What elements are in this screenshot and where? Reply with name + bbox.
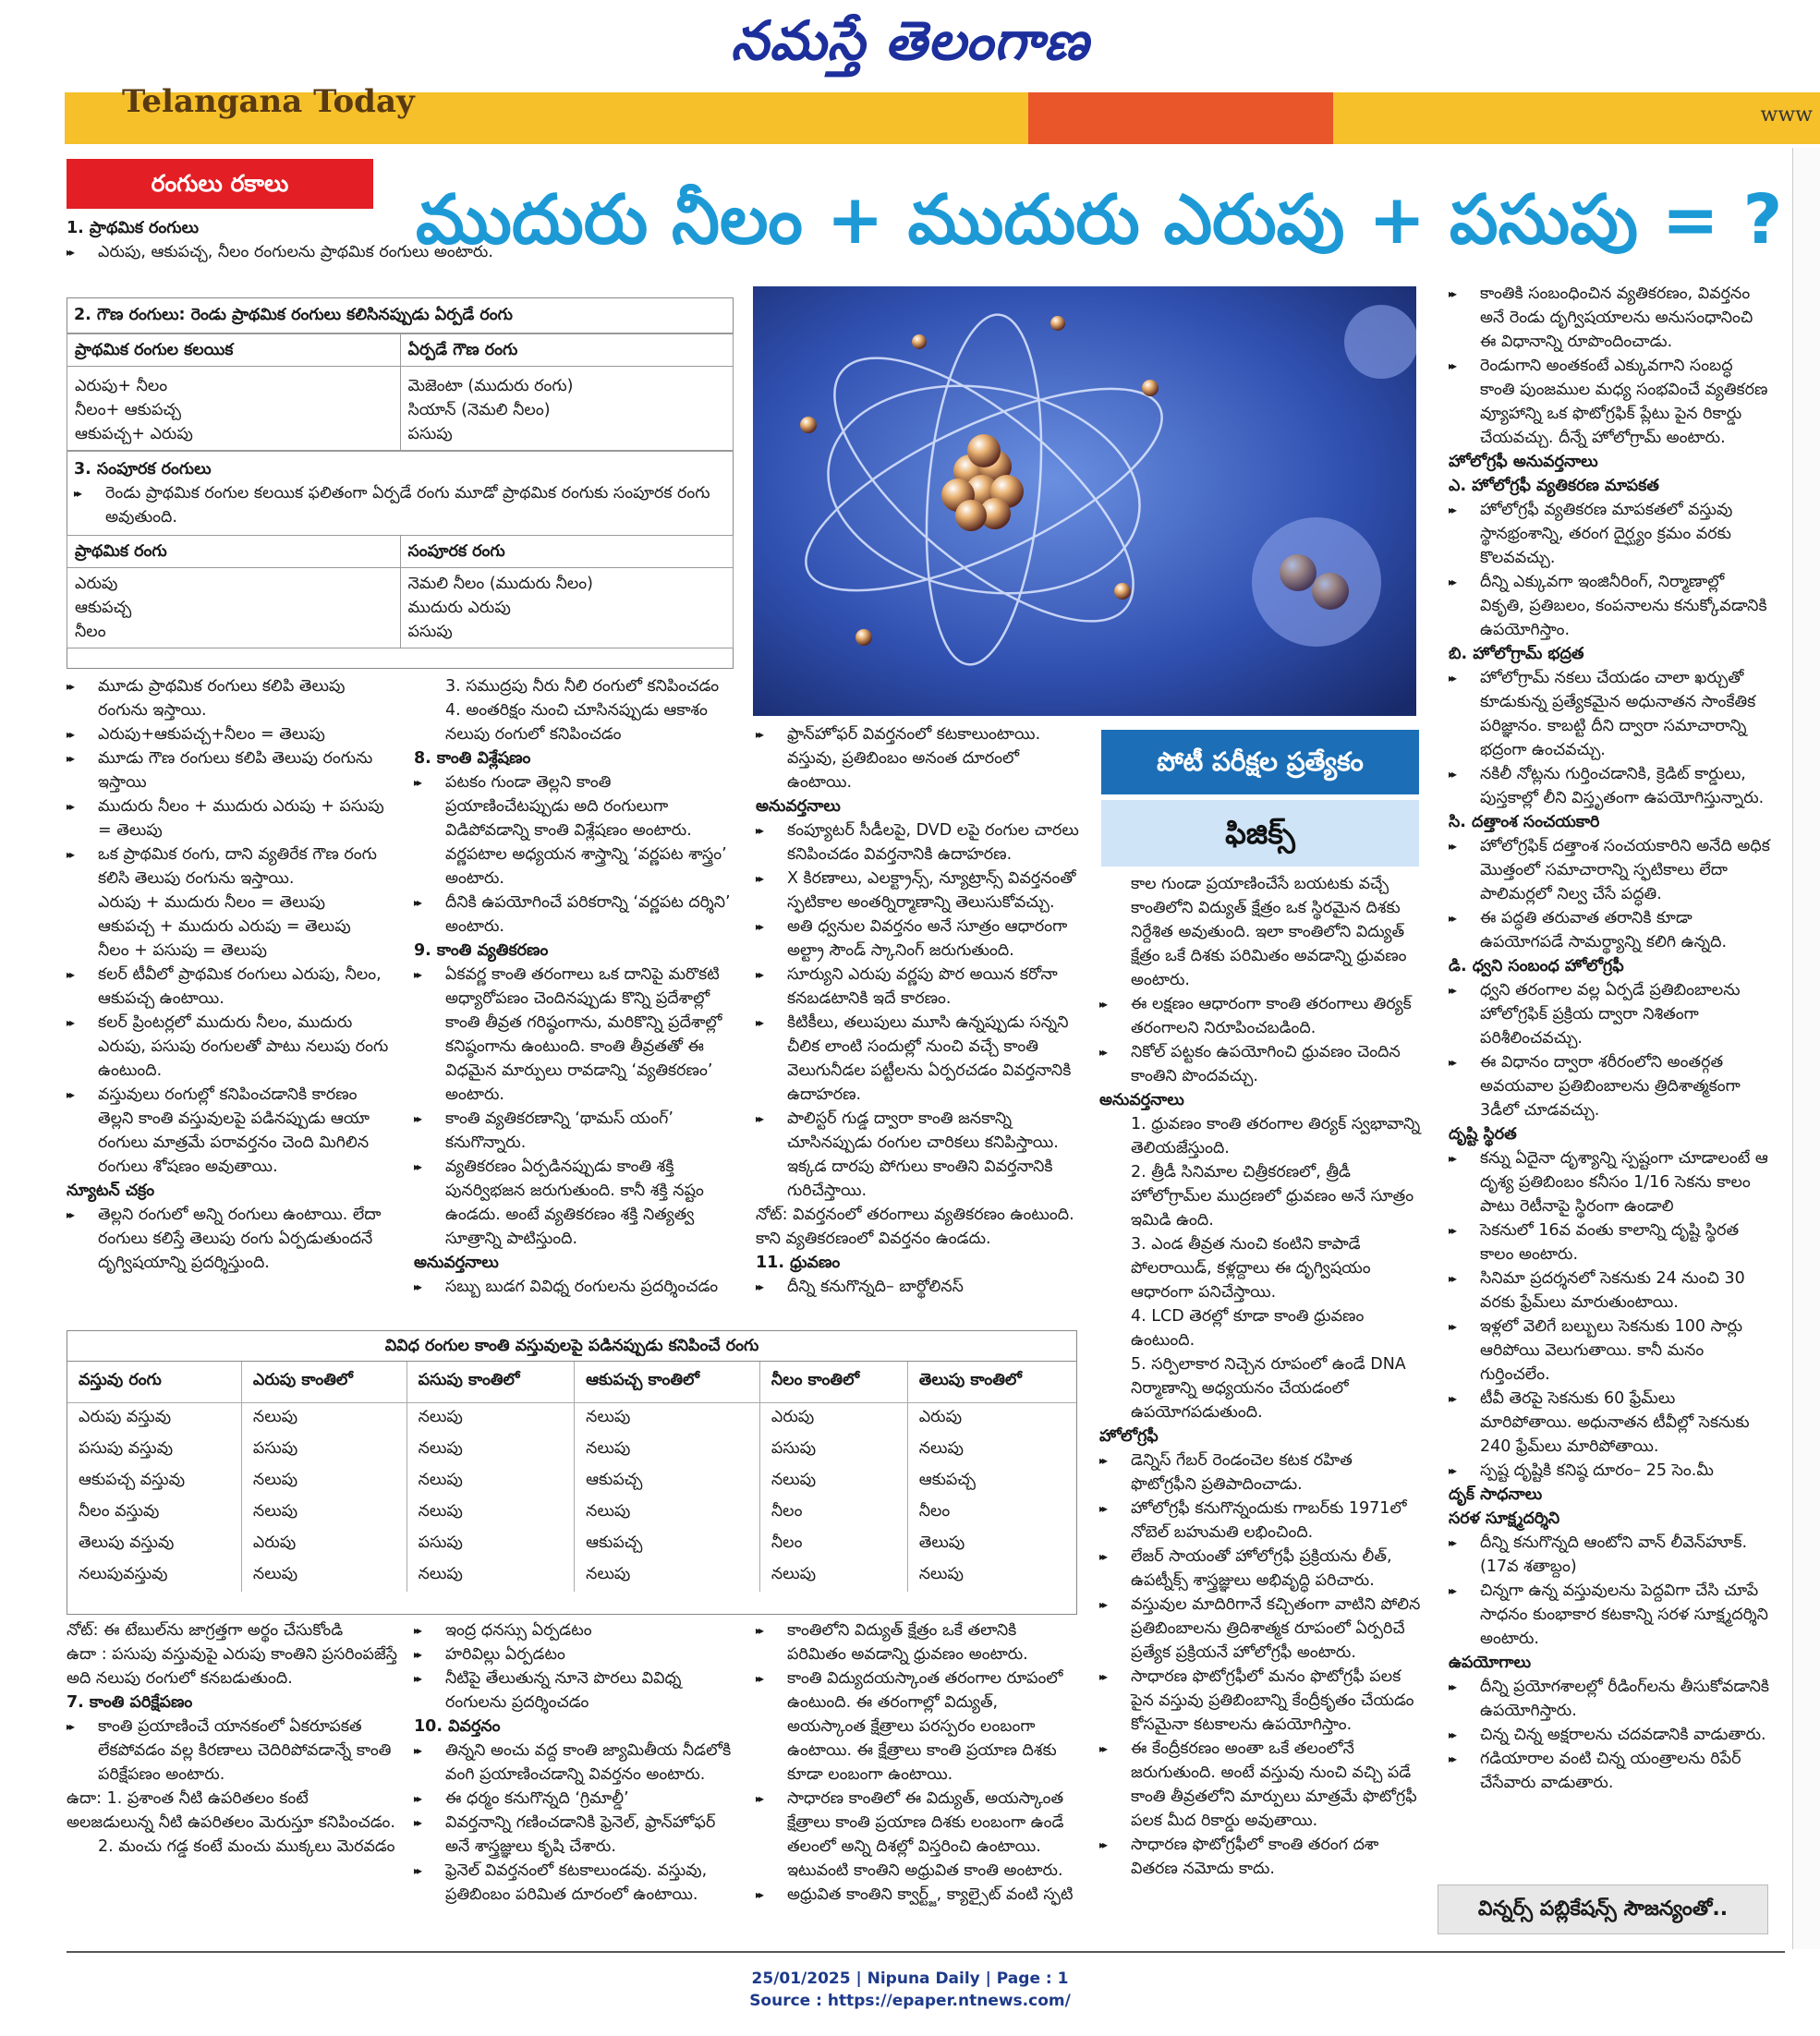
- subsection-heading: అనువర్తనాలు: [1099, 1091, 1184, 1109]
- paragraph: కాల గుండా ప్రయాణించేసే బయటకు వచ్చే కాంతిలోని విద్యుత్ క్షేత్రం ఒక స్థిరమైన దిశకు నిర్దేశిత అవుతుంది. ఇలా కాంతిలోని విద్యుత్ క్షేత్రం ఒకే దిశకు పరిమితం అవడాన్ని ధ్రువణం అంటారు.: [1131, 875, 1407, 989]
- footer-date: 25/01/2025 | Nipuna Daily | Page : 1: [751, 1969, 1069, 1988]
- bullet-point: ▸▸ వివర్తనాన్ని గణించడానికి ఫ్రెనెల్, ఫ్రాన్‌హోఫర్ అనే శాస్త్రజ్ఞులు కృషి చేశారు.: [414, 1811, 737, 1859]
- subsection-heading: 10. వివర్తనం: [414, 1717, 501, 1736]
- bullet-point: ▸▸ నికోల్ పట్టకం ఉపయోగించి ధ్రువణం చెందిన కాంతిని పొందవచ్చు.: [1099, 1040, 1423, 1088]
- table-cell: నలుపు: [918, 1439, 964, 1458]
- bullet-point: ▸▸ ఈ కేంద్రీకరణం అంతా ఒకే తలంలోనే జరుగుతుంది. అంటే వస్తువు నుంచి వచ్చి పడే కాంతి తీవ్రతలోని మార్పులు మాత్రమే ఫొటోగ్రఫీ పలక మీద రికార్డు అవుతాయి.: [1099, 1737, 1423, 1833]
- table-row: [67, 1560, 1076, 1592]
- table-row: [67, 1466, 1076, 1497]
- paragraph: ఎరుపు + ముదురు నీలం = తెలుపు: [98, 893, 325, 912]
- table-cell: ఎరుపు: [918, 1408, 963, 1426]
- bullet-point: ▸▸ హోలోగ్రామ్ నకలు చేయడం చాలా ఖర్చుతో కూడుకున్న ప్రత్యేకమైన అధునాతన సాంకేతిక పరిజ్ఞానం. కాబట్టి దీని ద్వారా సమాచారాన్ని భద్రంగా ఉంచవచ్చు.: [1449, 666, 1772, 762]
- bullet-point: ▸▸ వస్తువుల మాదిరిగానే కచ్చితంగా వాటిని పోలిన ప్రతిబింబాలను త్రిదిశాత్మక రూపంలో ఏర్పరిచే ప్రత్యేక ప్రక్రియనే హోలోగ్రఫీ అంటారు.: [1099, 1593, 1423, 1665]
- banner-center-block: [1028, 92, 1333, 144]
- list-item: ఎరుపు+ నీలం: [75, 377, 168, 395]
- secondary-colors-section: [67, 297, 734, 648]
- table-cell: నలుపు: [575, 1435, 760, 1466]
- paragraph: 2. మంచు గడ్డ కంటే మంచు ముక్కలు మెరవడం: [98, 1837, 395, 1856]
- list-item: పసుపు: [407, 425, 453, 443]
- paragraph: 5. సర్పిలాకార నిచ్చెన రూపంలో ఉండే DNA నిర్మాణాన్ని అధ్యయనం చేయడంలో ఉపయోగపడుతుంది.: [1131, 1355, 1406, 1422]
- subsection-heading: ఎ. హోలోగ్రఫీ వ్యతికరణ మాపకత: [1449, 477, 1659, 495]
- table-cell: నలుపు: [575, 1497, 760, 1529]
- bullet-point: ▸▸ ముదురు నీలం + ముదురు ఎరుపు + పసుపు = తెలుపు: [67, 794, 390, 842]
- subsection-heading: అనువర్తనాలు: [756, 797, 841, 816]
- table-cell: ఆకుపచ్చ: [575, 1466, 760, 1497]
- primary-colors-text: ▸▸ ఎరుపు, ఆకుపచ్చ, నీలం రంగులను ప్రాథమిక రంగులు అంటారు.: [67, 240, 732, 264]
- table-row: [67, 1435, 1076, 1466]
- table-header: నీలం కాంతిలో: [759, 1362, 907, 1403]
- bullet-point: ▸▸ గడియారాల వంటి చిన్న యంత్రాలను రిపేర్ చేసేవారు వాడుతారు.: [1449, 1747, 1772, 1795]
- paragraph: 3. ఎండ తీవ్రత నుంచి కంటిని కాపాడే పోలరాయిడ్, కళ్లద్దాలు ఈ దృగ్విషయం ఆధారంగా పనిచేస్తాయి.: [1131, 1235, 1371, 1302]
- list-item: నీలం: [75, 623, 106, 641]
- table-cell: నలుపు: [406, 1497, 575, 1529]
- table-cell: ఎరుపు: [241, 1529, 406, 1560]
- bullet-point: ▸▸ పటకం గుండా తెల్లని కాంతి ప్రయాణించేటప్పుడు అది రంగులుగా విడిపోవడాన్ని కాంతి విశ్లేషణం అంటారు. వర్ణపటాల అధ్యయన శాస్త్రాన్ని ‘వర్ణపట శాస్త్రం’ అంటారు.: [414, 770, 734, 891]
- paragraph: ఆకుపచ్చ + ముదురు ఎరుపు = తెలుపు: [98, 917, 351, 936]
- footer-divider: [67, 1951, 1785, 1953]
- subsection-heading: 7. కాంతి పరిక్షేపణం: [67, 1693, 193, 1712]
- bullet-point: ▸▸ చిన్న చిన్న అక్షరాలను చదవడానికి వాడుతారు.: [1449, 1723, 1772, 1747]
- bullet-point: ▸▸ రెండుగాని అంతకంటే ఎక్కువగాని సంబద్ధ కాంతి పుంజముల మధ్య సంభవించే వ్యతికరణ వ్యూహాన్ని ఒక ఫొటోగ్రఫిక్ ప్లేటు పైన రికార్డు చేయవచ్చు. దీన్నే హోలోగ్రామ్ అంటారు.: [1449, 354, 1772, 450]
- bullet-point: ▸▸ కన్ను ఏదైనా దృశ్యాన్ని స్పష్టంగా చూడాలంటే ఆ దృశ్య ప్రతిబింబం కనీసం 1/16 సెకను కాలం పాటు రెటీనాపై స్థిరంగా ఉండాలి: [1449, 1146, 1772, 1218]
- light-color-grid: [67, 1362, 1076, 1592]
- table-cell: పసుపు: [241, 1435, 406, 1466]
- subsection-heading: 11. ధ్రువణం: [756, 1254, 841, 1272]
- table-cell: [67, 568, 401, 648]
- table-cell: తెలుపు వస్తువు: [67, 1529, 241, 1560]
- bullet-point: ▸▸ ఒక ప్రాథమిక రంగు, దాని వ్యతిరేక గౌణ రంగు కలిసి తెలుపు రంగును ఇస్తాయి.: [67, 842, 390, 891]
- subsection-heading: న్యూటన్ చక్రం: [67, 1182, 155, 1200]
- bullet-point: ▸▸ డెన్నిస్ గేబర్ రెండంచెల కటక రహిత ఫొటోగ్రఫీని ప్రతిపాదించాడు.: [1099, 1448, 1423, 1497]
- banner-logo-text: Telangana Today: [122, 83, 415, 120]
- subsection-heading: డి. ధ్వని సంబంధ హోలోగ్రఫీ: [1449, 957, 1624, 976]
- secondary-colors-table: [67, 333, 734, 451]
- bullet-point: ▸▸ కలర్ టీవీలో ప్రాథమిక రంగులు ఎరుపు, నీలం, ఆకుపచ్చ ఉంటాయి.: [67, 963, 390, 1011]
- bullet-point: ▸▸ ఫ్రెనెల్ వివర్తనంలో కటకాలుండవు. వస్తువు, ప్రతిబింబం పరిమిత దూరంలో ఉంటాయి.: [414, 1859, 737, 1907]
- bullet-point: ▸▸ హోలోగ్రఫీ వ్యతికరణ మాపకతలో వస్తువు స్థానభ్రంశాన్ని, తరంగ దైర్ఘ్యం క్రమం వరకు కొలవవచ్చు.: [1449, 498, 1772, 570]
- bullet-point: ▸▸ కాంతి విద్యుదయస్కాంత తరంగాల రూపంలో ఉంటుంది. ఈ తరంగాల్లో విద్యుత్, అయస్కాంత క్షేత్రాలు పరస్పరం లంబంగా ఉంటాయి. ఈ క్షేత్రాలు కాంతి ప్రయాణ దిశకు కూడా లంబంగా ఉంటాయి.: [756, 1666, 1079, 1787]
- color-light-table: [67, 1330, 1077, 1615]
- list-item: ఆకుపచ్చ: [75, 599, 132, 617]
- bullet-point: ▸▸ దీన్ని కనుగొన్నది– బార్థోలినస్: [756, 1275, 1079, 1299]
- table-cell: నలుపు: [406, 1466, 575, 1497]
- subsection-heading: హోలోగ్రఫీ అనువర్తనాలు: [1449, 453, 1598, 471]
- bullet-point: ▸▸ ఈ లక్షణం ఆధారంగా కాంతి తరంగాలు తిర్యక్ తరంగాలని నిరూపించబడింది.: [1099, 992, 1423, 1040]
- bullet-point: ▸▸ సాధారణ కాంతిలో ఈ విద్యుత్, అయస్కాంత క్షేత్రాలు కాంతి ప్రయాణ దిశకు లంబంగా ఉండే తలంలో అన్ని దిశల్లో విస్తరించి ఉంటాయి. ఇటువంటి కాంతిని అధ్రువిత కాంతి అంటారు.: [756, 1787, 1079, 1883]
- table-cell: తెలుపు: [918, 1533, 965, 1552]
- list-item: ఆకుపచ్చ+ ఎరుపు: [75, 425, 193, 443]
- bullet-point: ▸▸ అధ్రువిత కాంతిని క్వార్ట్జ్, క్యాల్సైట్ వంటి స్ఫటి: [756, 1883, 1079, 1907]
- subsection-heading: ఉపయోగాలు: [1449, 1654, 1532, 1672]
- bullet-point: ▸▸ హోలోగ్రఫీ కనుగొన్నందుకు గాబర్‌కు 1971లో నోబెల్ బహుమతి లభించింది.: [1099, 1497, 1423, 1545]
- bullet-point: ▸▸ పాలిస్టర్ గుడ్డ ద్వారా కాంతి జనకాన్ని చూసినప్పుడు రంగుల చారికలు కనిపిస్తాయి. ఇక్కడ దారపు పోగులు కాంతిని వివర్తనానికి గురిచేస్తాయి.: [756, 1107, 1079, 1203]
- bottom-column-1: [67, 1618, 399, 1859]
- table-cell: ఆకుపచ్చ: [575, 1529, 760, 1560]
- paragraph: 2. త్రీడీ సినిమాల చిత్రీకరణలో, త్రీడీ హోలోగ్రామ్‌ల ముద్రణలో ధ్రువణం అనే సూత్రం ఇమిడి ఉంది.: [1131, 1163, 1414, 1230]
- bottom-column-2: [414, 1618, 737, 1907]
- bullet-point: ▸▸ హోలోగ్రఫిక్ దత్తాంశ సంచయకారిని అనేది అధిక మొత్తంలో సమాచారాన్ని స్ఫటికాలు లేదా పాలిమర్లలో నిల్వ చేసే పద్ధతి.: [1449, 834, 1772, 906]
- paragraph: 4. LCD తెరల్లో కూడా కాంతి ధ్రువణం ఉంటుంది.: [1131, 1307, 1365, 1350]
- bullet-point: ▸▸ కాంతికి సంబంధించిన వ్యతికరణం, వివర్తనం అనే రెండు దృగ్విషయాలను అనుసంధానించి ఈ విధానాన్ని రూపొందించాడు.: [1449, 282, 1772, 354]
- complementary-colors-table: [67, 535, 734, 648]
- bullet-point: ▸▸ దీనికి ఉపయోగించే పరికరాన్ని ‘వర్ణపట దర్శిని’ అంటారు.: [414, 891, 734, 939]
- bullet-point: ▸▸ వ్యతికరణం ఏర్పడినప్పుడు కాంతి శక్తి పునర్విభజన జరుగుతుంది. కానీ శక్తి నష్టం ఉండదు. అంటే వ్యతికరణం శక్తి నిత్యత్వ సూత్రాన్ని పాటిస్తుంది.: [414, 1155, 734, 1251]
- subsection-heading: హోలోగ్రఫీ: [1099, 1427, 1159, 1446]
- newspaper-title: నమస్తే తెలంగాణ: [731, 9, 1089, 72]
- table-cell: నలుపువస్తువు: [67, 1560, 241, 1592]
- bullet-point: ▸▸ కిటికీలు, తలుపులు మూసి ఉన్నప్పుడు సన్నని చీలిక లాంటి సందుల్లో నుంచి వచ్చే కాంతి వెలుగునీడల పట్టీలను ఏర్పరచడం వివర్తనానికి ఉదాహరణ.: [756, 1011, 1079, 1107]
- subsection-heading: దృష్టి స్థిరత: [1449, 1125, 1517, 1144]
- table-cell: పసుపు వస్తువు: [67, 1435, 241, 1466]
- table-header: తెలుపు కాంతిలో: [907, 1362, 1076, 1403]
- bullet-point: ▸▸ సాధారణ ఫొటోగ్రఫీలో కాంతి తరంగ దశా వితరణ నమోదు కాదు.: [1099, 1833, 1423, 1881]
- bullet-point: ▸▸ ఈ పద్ధతి తరువాత తరానికి కూడా ఉపయోగపడే సామర్థ్యాన్ని కలిగి ఉన్నది.: [1449, 906, 1772, 954]
- bullet-point: ▸▸ వస్తువులు రంగుల్లో కనిపించడానికి కారణం తెల్లని కాంతి వస్తువులపై పడినప్పుడు ఆయా రంగులు మాత్రమే పరావర్తనం చెంది మిగిలిన రంగులు శోషణం అవుతాయి.: [67, 1083, 390, 1179]
- table-cell: ఆకుపచ్చ వస్తువు: [67, 1466, 241, 1497]
- bullet-point: ▸▸ టీవీ తెరపై సెకనుకు 60 ఫ్రేమ్‌లు మారిపోతాయి. అధునాతన టీవీల్లో సెకనుకు 240 ఫ్రేమ్‌లు మారిపోతాయి.: [1449, 1387, 1772, 1459]
- bullet-point: ▸▸ స్పష్ట దృష్టికి కనిష్ఠ దూరం– 25 సెం.మీ: [1449, 1459, 1772, 1483]
- table-cell: నలుపు: [759, 1466, 907, 1497]
- exam-special-badge: పోటీ పరీక్షల ప్రత్యేకం: [1101, 730, 1419, 794]
- table-cell: నలుపు: [918, 1565, 964, 1583]
- bullet-point: ▸▸ కాంతి ప్రయాణించే యానకంలో ఏకరూపకత లేకపోవడం వల్ల కిరణాలు చెదిరిపోవడాన్నే కాంతి పరిక్షేపణం అంటారు.: [67, 1715, 399, 1787]
- bullet-point: ▸▸ దీన్ని ప్రయోగశాలల్లో రీడింగ్‌లను తీసుకోవడానికి ఉపయోగిస్తారు.: [1449, 1675, 1772, 1723]
- table-cell: [400, 568, 734, 648]
- table-cell: నీలం: [759, 1529, 907, 1560]
- table-cell: ఆకుపచ్చ: [918, 1471, 976, 1489]
- table-cell: నీలం: [918, 1502, 951, 1521]
- subsection-heading: 8. కాంతి విశ్లేషణం: [414, 749, 531, 768]
- primary-colors-section: [67, 216, 732, 264]
- atom-illustration: [753, 286, 1416, 716]
- bullet-point: ▸▸ ఇంద్ర ధనస్సు ఏర్పడటం: [414, 1618, 737, 1642]
- table-header: పసుపు కాంతిలో: [406, 1362, 575, 1403]
- bullet-point: ▸▸ సెకనులో 16వ వంతు కాలాన్ని దృష్టి స్థిరత కాలం అంటారు.: [1449, 1218, 1772, 1266]
- table-header: ఆకుపచ్చ కాంతిలో: [575, 1362, 760, 1403]
- list-item: నీలం+ ఆకుపచ్చ: [75, 401, 182, 419]
- table-cell: నలుపు: [241, 1560, 406, 1592]
- bullet-point: ▸▸ మూడు గౌణ రంగులు కలిపి తెలుపు రంగును ఇస్తాయి: [67, 746, 390, 794]
- bottom-column-3: [756, 1618, 1079, 1907]
- subsection-heading: అనువర్తనాలు: [414, 1254, 499, 1272]
- table-header: ఎరుపు కాంతిలో: [241, 1362, 406, 1403]
- bullet-point: ▸▸ చిన్నగా ఉన్న వస్తువులను పెద్దవిగా చేసి చూపే సాధనం కుంభాకార కటకాన్ని సరళ సూక్ష్మదర్శిని అంటారు.: [1449, 1579, 1772, 1651]
- primary-colors-heading: 1. ప్రాథమిక రంగులు: [67, 219, 200, 237]
- bullet-point: ▸▸ నీటిపై తేలుతున్న నూనె పొరలు వివిధ్న రంగులను ప్రదర్శించడం: [414, 1666, 737, 1715]
- bullet-point: ▸▸ సూర్యుని ఎరుపు వర్ణపు పొర అయిన కరోనా కనబడటానికి ఇదే కారణం.: [756, 963, 1079, 1011]
- table-cell: నలుపు: [759, 1560, 907, 1592]
- table-cell: నలుపు: [575, 1403, 760, 1436]
- note-text: నోట్: ఈ టేబుల్‌ను జాగ్రత్తగా అర్థం చేసుకోండి: [67, 1621, 344, 1640]
- complementary-colors-text: ▸▸ రెండు ప్రాథమిక రంగుల కలయిక ఫలితంగా ఏర్పడే రంగు మూడో ప్రాథమిక రంగుకు సంపూరక రంగు అవుతుంది.: [74, 481, 726, 529]
- bullet-point: ▸▸ తెల్లని రంగులో అన్ని రంగులు ఉంటాయి. లేదా రంగులు కలిస్తే తెలుపు రంగు ఏర్పడుతుందనే దృగ్విషయాన్ని ప్రదర్శిస్తుంది.: [67, 1203, 390, 1275]
- bullet-point: ▸▸ మూడు ప్రాథమిక రంగులు కలిపి తెలుపు రంగును ఇస్తాయి.: [67, 674, 390, 722]
- bullet-point: ▸▸ ఎరుపు+ఆకుపచ్చ+నీలం = తెలుపు: [67, 722, 390, 746]
- bullet-point: ▸▸ కలర్ ప్రింటర్లలో ముదురు నీలం, ముదురు ఎరుపు, పసుపు రంగులతో పాటు నలుపు రంగు ఉంటుంది.: [67, 1011, 390, 1083]
- table-row: [67, 1403, 1076, 1436]
- table-cell: పసుపు: [406, 1529, 575, 1560]
- section-tag: రంగులు రకాలు: [67, 159, 373, 209]
- table-cell: [67, 367, 401, 451]
- list-item: పసుపు: [407, 623, 453, 641]
- table-cell: నలుపు: [406, 1403, 575, 1436]
- list-item: సియాన్ (నెమలి నీలం): [407, 401, 551, 419]
- list-item: ఎరుపు: [75, 575, 118, 593]
- bullet-point: ▸▸ సబ్బు బుడగ వివిధ్న రంగులను ప్రదర్శించడం: [414, 1275, 734, 1299]
- bullet-point: ▸▸ సినిమా ప్రదర్శనలో సెకనుకు 24 నుంచి 30 వరకు ఫ్రేమ్‌లు మారుతుంటాయి.: [1449, 1266, 1772, 1315]
- table-header: ప్రాథమిక రంగు: [67, 536, 401, 568]
- table-cell: నీలం: [759, 1497, 907, 1529]
- publisher-credit: విన్నర్స్ పబ్లికేషన్స్ సౌజన్యంతో..: [1438, 1885, 1768, 1934]
- secondary-colors-heading: 2. గౌణ రంగులు: రెండు ప్రాథమిక రంగులు కలిసినప్పుడు ఏర్పడే రంగు: [67, 297, 734, 333]
- subsection-heading: దృక్ సాధనాలు: [1449, 1485, 1543, 1504]
- column-a: [67, 674, 390, 1275]
- table-cell: ఎరుపు వస్తువు: [67, 1403, 241, 1436]
- paragraph: 3. సముద్రపు నీరు నీలి రంగులో కనిపించడం: [445, 677, 720, 696]
- bullet-point: ▸▸ దీన్ని కనుగొన్నది ఆంటోని వాన్ లీవెన్‌హూక్. (17వ శతాబ్దం): [1449, 1531, 1772, 1579]
- top-banner: [65, 83, 1820, 144]
- column-d: [1099, 872, 1423, 1881]
- subject-badge: ఫిజిక్స్: [1101, 800, 1419, 867]
- table-header: ఏర్పడే గౌణ రంగు: [400, 334, 734, 367]
- bullet-point: ▸▸ దీన్ని ఎక్కువగా ఇంజినీరింగ్, నిర్మాణాల్లో వికృతి, ప్రతిబలం, కంపనాలను కనుక్కోవడానికి ఉపయోగిస్తాం.: [1449, 570, 1772, 642]
- table-cell: ఎరుపు: [759, 1403, 907, 1436]
- column-c: [756, 722, 1079, 1299]
- note-text: ఉదా: 1. ప్రశాంత నీటి ఉపరితలం కంటే అలజడులున్న నీటి ఉపరితలం మెరుస్తూ కనిపించడం.: [67, 1789, 395, 1832]
- table-cell: నలుపు: [406, 1435, 575, 1466]
- table-cell: నలుపు: [241, 1497, 406, 1529]
- table-cell: [400, 367, 734, 451]
- note-text: ఉదా : పసుపు వస్తువుపై ఎరుపు కాంతిని ప్రసరింపజేస్తే అది నలుపు రంగులో కనబడుతుంది.: [67, 1645, 398, 1688]
- table-header: ప్రాథమిక రంగుల కలయిక: [67, 334, 401, 367]
- paragraph: 4. అంతరిక్షం నుంచి చూసినప్పుడు ఆకాశం నలుపు రంగులో కనిపించడం: [445, 701, 708, 744]
- table-header: వస్తువు రంగు: [67, 1362, 241, 1403]
- note-text: నోట్: వివర్తనంలో తరంగాలు వ్యతికరణం ఉంటుంది. కాని వ్యతికరణంలో వివర్తనం ఉండదు.: [756, 1206, 1074, 1248]
- list-item: మెజెంటా (ముదురు రంగు): [407, 377, 574, 395]
- masthead: [0, 0, 1820, 92]
- bullet-point: ▸▸ సాధారణ ఫొటోగ్రఫీలో మనం ఫొటోగ్రఫీ పలక పైన వస్తువు ప్రతిబింబాన్ని కేంద్రీకృతం చేయడం కోసమైనా కటకాలను ఉపయోగిస్తాం.: [1099, 1665, 1423, 1737]
- footer-source: Source : https://epaper.ntnews.com/: [749, 1992, 1071, 2010]
- subsection-heading: బి. హోలోగ్రామ్ భద్రత: [1449, 645, 1584, 663]
- bullet-point: ▸▸ ఈ ధర్మం కనుగొన్నది ‘గ్రిమాల్డీ’: [414, 1787, 737, 1811]
- bullet-point: ▸▸ కంప్యూటర్ సీడీలపై, DVD లపై రంగుల చారలు కనిపించడం వివర్తనానికి ఉదాహరణ.: [756, 818, 1079, 867]
- table-row: [67, 1529, 1076, 1560]
- complementary-colors-heading: 3. సంపూరక రంగులు: [74, 460, 212, 479]
- subsection-heading: సరళ సూక్ష్మదర్శిని: [1449, 1509, 1560, 1528]
- bullet-point: ▸▸ ఇళ్లలో వెలిగే బల్బులు సెకనుకు 100 సార్లు ఆరిపోయి వెలుగుతాయి. కానీ మనం గుర్తించలేం.: [1449, 1315, 1772, 1387]
- column-e: [1449, 282, 1772, 1795]
- bullet-point: ▸▸ హరివిల్లు ఏర్పడటం: [414, 1642, 737, 1666]
- table-cell: పసుపు: [759, 1435, 907, 1466]
- subsection-heading: 9. కాంతి వ్యతికరణం: [414, 941, 549, 960]
- bullet-point: ▸▸ నకిలీ నోట్లను గుర్తించడానికి, క్రెడిట్ కార్డులు, పుస్తకాల్లో లీని విస్తృతంగా ఉపయోగిస్తున్నారు.: [1449, 762, 1772, 810]
- table-cell: నలుపు: [241, 1403, 406, 1436]
- list-item: ముదురు ఎరుపు: [407, 599, 511, 617]
- table-cell: నీలం వస్తువు: [67, 1497, 241, 1529]
- table-row: [67, 1497, 1076, 1529]
- bullet-point: ▸▸ ఏకవర్ణ కాంతి తరంగాలు ఒక దానిపై మరొకటి అధ్యారోపణం చెందినప్పుడు కొన్ని ప్రదేశాల్లో కాంతి తీవ్రత గరిష్ఠంగాను, మరికొన్ని ప్రదేశాల్లో కనిష్ఠంగాను ఉంటుంది. కాంతి తీవ్రతతో ఈ విధమైన మార్పులు రావడాన్ని ‘వ్యతికరణం’ అంటారు.: [414, 963, 734, 1107]
- bullet-point: ▸▸ అతి ధ్వనుల వివర్తనం అనే సూత్రం ఆధారంగా అల్ట్రా సౌండ్ స్కానింగ్ జరుగుతుంది.: [756, 915, 1079, 963]
- bullet-point: ▸▸ కాంతిలోని విద్యుత్ క్షేత్రం ఒకే తలానికి పరిమితం అవడాన్ని ధ్రువణం అంటారు.: [756, 1618, 1079, 1666]
- table-cell: నలుపు: [575, 1560, 760, 1592]
- column-b: [414, 674, 734, 1299]
- bullet-point: ▸▸ కాంతి వ్యతికరణాన్ని ‘థామస్ యంగ్’ కనుగొన్నారు.: [414, 1107, 734, 1155]
- table-cell: నలుపు: [241, 1466, 406, 1497]
- bullet-point: ▸▸ ఫ్రాన్‌హోఫర్ వివర్తనంలో కటకాలుంటాయి. వస్తువు, ప్రతిబింబం అనంత దూరంలో ఉంటాయి.: [756, 722, 1079, 794]
- paragraph: 1. ధ్రువణం కాంతి తరంగాల తిర్యక్ స్వభావాన్ని తెలియజేస్తుంది.: [1131, 1115, 1421, 1157]
- banner-url-text: www: [1760, 103, 1813, 127]
- atom-illustration-svg: [753, 286, 1416, 716]
- bullet-point: ▸▸ తిన్నని అంచు వద్ద కాంతి జ్యామితీయ నీడలోకి వంగి ప్రయాణించడాన్ని వివర్తనం అంటారు.: [414, 1739, 737, 1787]
- article-headline: ముదురు నీలం + ముదురు ఎరుపు + పసుపు = ?: [416, 180, 1783, 260]
- table-cell: నలుపు: [406, 1560, 575, 1592]
- bullet-point: ▸▸ లేజర్ సాయంతో హోలోగ్రఫీ ప్రక్రియను లీత్, ఉపట్నీక్స్ శాస్త్రజ్ఞులు అభివృద్ధి పరిచారు.: [1099, 1545, 1423, 1593]
- list-item: నెమలి నీలం (ముదురు నీలం): [407, 575, 594, 593]
- paragraph: నీలం + పసుపు = తెలుపు: [98, 941, 267, 960]
- subsection-heading: సి. దత్తాంశ సంచయకారి: [1449, 813, 1600, 831]
- bullet-point: ▸▸ ధ్వని తరంగాల వల్ల ఏర్పడే ప్రతిబింబాలను హోలోగ్రఫిక్ ప్రక్రియ ద్వారా నిశితంగా పరిశీలించవచ్చు.: [1449, 978, 1772, 1050]
- bullet-point: ▸▸ ఈ విధానం ద్వారా శరీరంలోని అంతర్గత అవయవాల ప్రతిబింబాలను త్రిదిశాత్మకంగా 3డీలో చూడవచ్చు.: [1449, 1050, 1772, 1122]
- table-header: సంపూరక రంగు: [400, 536, 734, 568]
- adjacent-page-edge: [1792, 148, 1820, 1949]
- bullet-point: ▸▸ X కిరణాలు, ఎలక్ట్రాన్స్, న్యూట్రాన్స్ వివర్తనంతో స్ఫటికాల అంతర్నిర్మాణాన్ని తెలుసుకోవచ్చు.: [756, 867, 1079, 915]
- table-title: వివిధ రంగుల కాంతి వస్తువులపై పడినప్పుడు కనిపించే రంగు: [67, 1331, 1076, 1362]
